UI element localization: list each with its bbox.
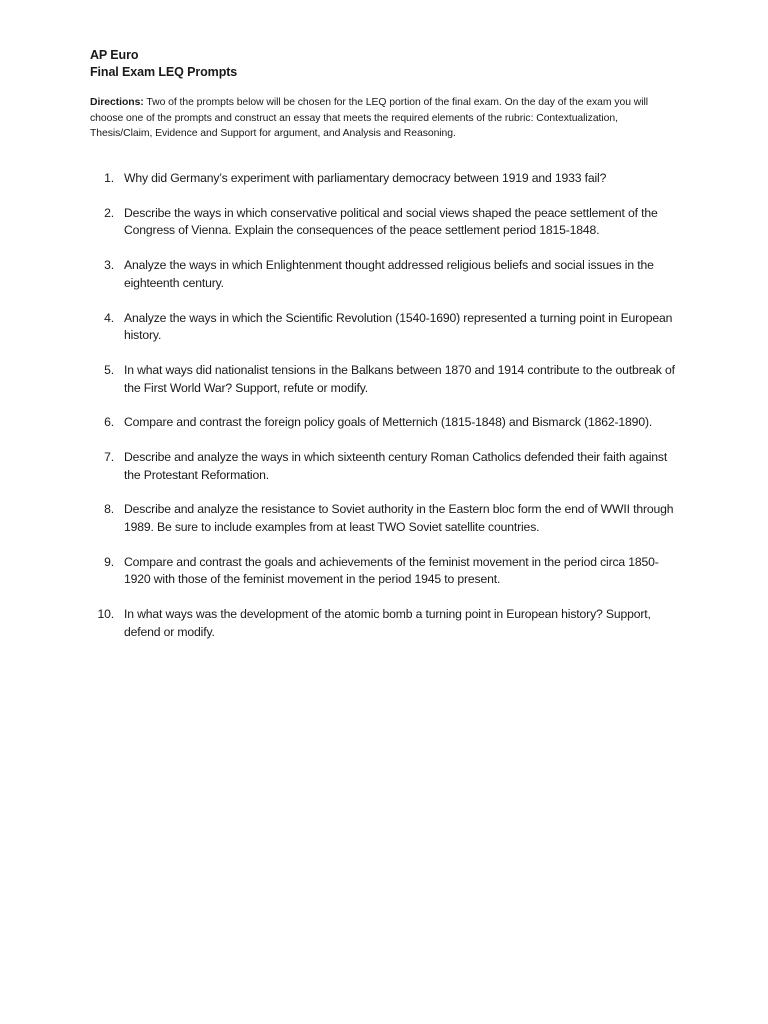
prompt-item-10 (90, 606, 682, 641)
prompt-item-4 (90, 310, 682, 345)
prompt-number: 8. (104, 502, 114, 517)
directions-text: Two of the prompts below will be chosen for the LEQ portion of the final exam. On the day of the exam you will choose one of the prompts and construct an essay that meets the required elements of the rubric: Contextualization, Thesis/Claim, Evidence and Support for argument, and Analysis and Reasoning. (90, 97, 648, 139)
prompt-item-5 (90, 362, 682, 397)
prompt-text: Compare and contrast the foreign policy goals of Metternich (1815-1848) and Bismarck (1862-1890). (124, 415, 653, 430)
prompt-text: Describe and analyze the ways in which sixteenth century Roman Catholics defended their faith against the Protestant Reformation. (124, 450, 668, 482)
prompt-number: 2. (104, 205, 114, 220)
prompt-item-8 (90, 501, 682, 536)
prompt-number: 3. (104, 258, 114, 273)
prompt-list (90, 170, 682, 659)
prompt-number: 9. (104, 554, 114, 569)
prompt-number: 7. (104, 450, 114, 465)
document-header (90, 47, 690, 80)
prompt-text: Compare and contrast the goals and achievements of the feminist movement in the period circa 1850-1920 with those of the feminist movement in the period 1945 to present. (124, 554, 659, 587)
prompt-item-1 (90, 170, 682, 188)
prompt-text: In what ways did nationalist tensions in the Balkans between 1870 and 1914 contribute to the outbreak of the First World War? Support, refute or modify. (124, 362, 675, 395)
prompt-text: Why did Germany’s experiment with parliamentary democracy between 1919 and 1933 fail? (124, 171, 607, 185)
prompt-text: Analyze the ways in which Enlightenment thought addressed religious beliefs and social issues in the eighteenth century. (124, 258, 654, 290)
prompt-item-7 (90, 449, 682, 484)
prompt-text: Describe the ways in which conservative political and social views shaped the peace settlement of the Congress of Vienna. Explain the consequences of the peace settlement period 1815-1848. (124, 205, 658, 238)
prompt-number: 1. (104, 171, 114, 185)
prompt-number: 6. (104, 415, 114, 430)
prompt-text: Describe and analyze the resistance to Soviet authority in the Eastern bloc form the end of WWII through 1989. Be sure to include examples from at least TWO Soviet satellite countries. (124, 502, 674, 535)
directions-label: Directions: (90, 97, 144, 108)
prompt-number: 10. (97, 607, 114, 622)
course-title: AP Euro (90, 48, 139, 62)
prompt-text: In what ways was the development of the atomic bomb a turning point in European history? Support, defend or modify. (124, 607, 651, 639)
prompt-item-3 (90, 257, 682, 292)
prompt-number: 5. (104, 362, 114, 377)
page-title: Final Exam LEQ Prompts (90, 64, 238, 79)
prompt-text: Analyze the ways in which the Scientific Revolution (1540-1690) represented a turning point in European history. (124, 310, 673, 343)
prompt-number: 4. (104, 310, 114, 325)
prompt-item-9 (90, 554, 682, 589)
prompt-item-6 (90, 414, 682, 432)
directions-paragraph (90, 95, 682, 142)
prompt-item-2 (90, 205, 682, 240)
